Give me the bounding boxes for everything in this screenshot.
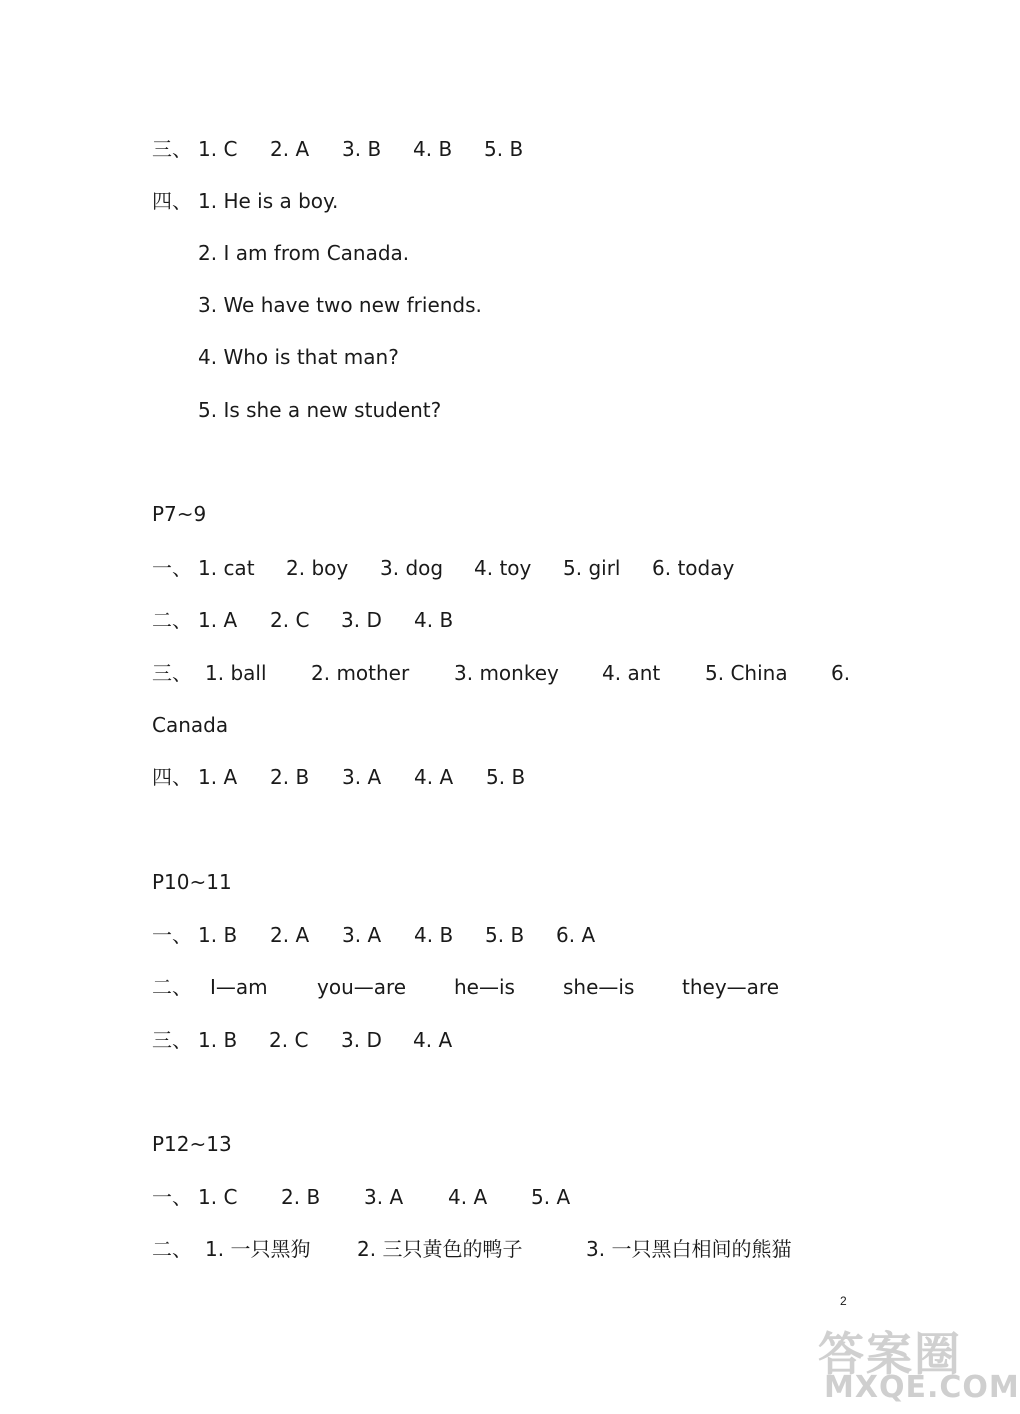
sentence-answer: 3. We have two new friends. bbox=[198, 293, 482, 317]
answer-item: 5. B bbox=[486, 765, 526, 789]
answer-item: 4. B bbox=[414, 923, 454, 947]
section-label: 一、 bbox=[152, 556, 192, 580]
answer-item: 1. A bbox=[198, 608, 238, 632]
answer-item: 4. ant bbox=[602, 661, 661, 685]
answer-item: 3. monkey bbox=[454, 661, 559, 685]
answer-item: 2. boy bbox=[286, 556, 349, 580]
answer-item: 3. B bbox=[342, 137, 382, 161]
answer-item: 1. 一只黑狗 bbox=[205, 1237, 311, 1261]
answer-item: 1. C bbox=[198, 1185, 238, 1209]
answer-item: Canada bbox=[152, 713, 229, 737]
heading-text: P12~13 bbox=[152, 1132, 232, 1156]
answer-item: 2. mother bbox=[311, 661, 410, 685]
answer-item: 4. B bbox=[413, 137, 453, 161]
section-label: 一、 bbox=[152, 1185, 192, 1209]
answer-item: 2. A bbox=[270, 923, 310, 947]
answer-item: 5. A bbox=[531, 1185, 571, 1209]
answer-item: 5. B bbox=[484, 137, 524, 161]
page-number: 2 bbox=[840, 1294, 847, 1308]
answer-item: 1. ball bbox=[205, 661, 267, 685]
answer-item: 3. D bbox=[341, 1028, 382, 1052]
answer-item: 6. bbox=[831, 661, 851, 685]
answer-item: 2. 三只黄色的鸭子 bbox=[357, 1237, 523, 1261]
section-label: 四、 bbox=[152, 765, 192, 789]
section-label: 一、 bbox=[152, 923, 192, 947]
answer-item: 2. C bbox=[270, 608, 310, 632]
answer-item: 5. girl bbox=[563, 556, 621, 580]
watermark-text: 答案圈 bbox=[818, 1327, 962, 1381]
answer-item: 4. toy bbox=[474, 556, 532, 580]
section-label: 二、 bbox=[152, 1237, 192, 1261]
answer-item: 2. C bbox=[269, 1028, 309, 1052]
answer-item: 1. B bbox=[198, 1028, 238, 1052]
answer-item: you—are bbox=[317, 975, 407, 999]
section-label: 三、 bbox=[152, 137, 192, 161]
answer-item: 5. China bbox=[705, 661, 788, 685]
answer-item: 4. A bbox=[448, 1185, 488, 1209]
sentence-answer: 4. Who is that man? bbox=[198, 345, 399, 369]
answer-item: they—are bbox=[682, 975, 780, 999]
heading-text: P7~9 bbox=[152, 502, 207, 526]
answer-item: 6. today bbox=[652, 556, 735, 580]
answer-item: I—am bbox=[210, 975, 268, 999]
answer-item: he—is bbox=[454, 975, 515, 999]
answer-item: 4. B bbox=[414, 608, 454, 632]
watermark-logo bbox=[818, 1318, 1020, 1410]
answer-item: 1. cat bbox=[198, 556, 255, 580]
answer-item: 3. A bbox=[342, 765, 382, 789]
section-label: 二、 bbox=[152, 608, 192, 632]
answer-item: 3. 一只黑白相间的熊猫 bbox=[586, 1237, 792, 1261]
answer-item: 1. B bbox=[198, 923, 238, 947]
answer-item: 1. C bbox=[198, 137, 238, 161]
answer-item: 4. A bbox=[413, 1028, 453, 1052]
answer-item: 3. dog bbox=[380, 556, 444, 580]
section-label: 三、 bbox=[152, 1028, 192, 1052]
answer-item: 2. A bbox=[270, 137, 310, 161]
sentence-answer: 5. Is she a new student? bbox=[198, 398, 442, 422]
heading-text: P10~11 bbox=[152, 870, 232, 894]
answer-item: 6. A bbox=[556, 923, 596, 947]
answer-item: 4. A bbox=[414, 765, 454, 789]
answer-item: 3. D bbox=[341, 608, 382, 632]
answer-item: 1. A bbox=[198, 765, 238, 789]
section-label: 四、 bbox=[152, 189, 192, 213]
answer-item: 3. A bbox=[364, 1185, 404, 1209]
answer-item: 2. B bbox=[281, 1185, 321, 1209]
answer-item: 2. B bbox=[270, 765, 310, 789]
section-label: 二、 bbox=[152, 975, 192, 999]
sentence-answer: 1. He is a boy. bbox=[198, 189, 339, 213]
answer-item: 3. A bbox=[342, 923, 382, 947]
answer-item: she—is bbox=[563, 975, 635, 999]
watermark-url: MXQE.COM bbox=[824, 1370, 1020, 1405]
answer-item: 5. B bbox=[485, 923, 525, 947]
section-label: 三、 bbox=[152, 661, 192, 685]
sentence-answer: 2. I am from Canada. bbox=[198, 241, 410, 265]
